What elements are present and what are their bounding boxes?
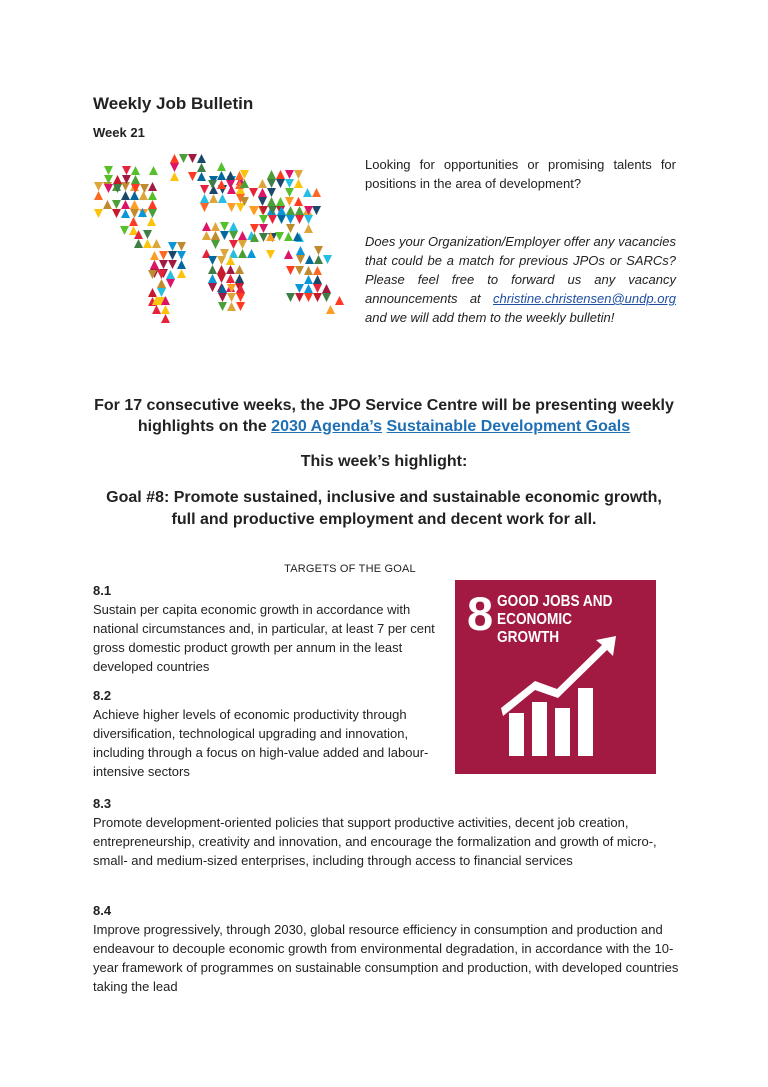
map-triangle	[103, 200, 112, 209]
map-triangle	[286, 293, 295, 302]
target-item	[93, 901, 683, 996]
map-triangle	[140, 184, 149, 193]
map-triangle	[258, 179, 267, 188]
map-triangle	[267, 188, 276, 197]
map-triangle	[226, 171, 235, 180]
map-triangle	[304, 224, 313, 233]
intro-paragraph-2-before: Does your Organization/Employer offer any vacancies that could be a match for previous JPOs or SARCs? Please feel free to forward us any vacancy announcements at	[365, 234, 676, 306]
map-triangle	[157, 279, 166, 288]
map-triangle	[147, 217, 156, 226]
contact-email-link[interactable]: christine.christensen@undp.org	[492, 291, 676, 306]
map-triangle	[202, 231, 211, 240]
map-triangle	[294, 197, 303, 206]
map-triangle	[295, 293, 304, 302]
map-triangle	[284, 232, 293, 241]
map-triangle	[159, 260, 168, 269]
map-triangle	[218, 194, 227, 203]
map-triangle	[148, 200, 157, 209]
map-triangle	[130, 209, 139, 218]
map-triangle	[296, 246, 305, 255]
map-triangle	[294, 170, 303, 179]
map-triangle	[294, 179, 303, 188]
map-triangle	[295, 206, 304, 215]
map-triangle	[258, 188, 267, 197]
map-triangle	[94, 182, 103, 191]
map-triangle	[197, 172, 206, 181]
map-triangle	[266, 250, 275, 259]
map-triangle	[304, 293, 313, 302]
map-triangle	[295, 266, 304, 275]
map-triangle	[305, 255, 314, 264]
map-triangle	[229, 231, 238, 240]
target-item	[93, 794, 683, 870]
map-triangle	[177, 269, 186, 278]
map-triangle	[166, 270, 175, 279]
map-triangle	[227, 302, 236, 311]
target-number: 8.3	[93, 796, 112, 811]
map-triangle	[229, 240, 238, 249]
map-triangle	[226, 180, 235, 189]
map-triangle	[208, 283, 217, 292]
target-number: 8.4	[93, 903, 112, 918]
map-triangle	[286, 266, 295, 275]
map-triangle	[285, 197, 294, 206]
map-triangle	[121, 182, 130, 191]
target-text: Promote development-oriented policies that support productive activities, decent job creation, entrepreneurship, creativity and innovation, and encourage the formalization and growth of micro-, small- and medium-sized enterprises, including through access to financial services	[93, 815, 657, 868]
map-triangle	[235, 274, 244, 283]
map-triangle	[259, 224, 268, 233]
map-triangle	[157, 288, 166, 297]
map-triangle	[312, 188, 321, 197]
sdg-number: 8	[467, 587, 494, 640]
map-triangle	[200, 185, 209, 194]
map-triangle	[238, 240, 247, 249]
map-triangle	[236, 203, 245, 212]
map-triangle	[323, 255, 332, 264]
map-triangle	[313, 284, 322, 293]
map-triangle	[312, 206, 321, 215]
map-triangle	[112, 200, 121, 209]
intro-paragraph-1: Looking for opportunities or promising talents for positions in the area of development?	[365, 157, 676, 191]
map-triangle	[304, 284, 313, 293]
sdg-8-badge	[455, 580, 656, 774]
map-triangle	[129, 226, 138, 235]
map-triangle	[304, 215, 313, 224]
map-triangle	[177, 260, 186, 269]
map-triangle	[150, 251, 159, 260]
map-triangle	[143, 230, 152, 239]
map-triangle	[122, 166, 131, 175]
map-triangle	[209, 194, 218, 203]
map-triangle	[268, 215, 277, 224]
target-item	[93, 581, 445, 676]
map-triangle	[104, 166, 113, 175]
map-triangle	[285, 179, 294, 188]
intro-text	[365, 155, 676, 327]
map-triangle	[276, 197, 285, 206]
map-triangle	[217, 265, 226, 274]
highlight-heading: This week’s highlight:	[300, 453, 468, 470]
map-triangle	[166, 279, 175, 288]
map-triangle	[227, 293, 236, 302]
map-triangle	[220, 222, 229, 231]
map-triangle	[267, 179, 276, 188]
map-triangle	[112, 209, 121, 218]
map-triangle	[238, 231, 247, 240]
map-triangle	[94, 191, 103, 200]
map-triangle	[211, 231, 220, 240]
map-triangle	[275, 232, 284, 241]
map-triangle	[322, 284, 331, 293]
map-triangle	[226, 265, 235, 274]
map-triangle	[200, 203, 209, 212]
map-triangle	[159, 251, 168, 260]
map-triangle	[170, 172, 179, 181]
map-triangle	[285, 170, 294, 179]
series-headline	[80, 395, 688, 437]
map-triangle	[286, 224, 295, 233]
map-triangle	[227, 203, 236, 212]
map-triangle	[276, 170, 285, 179]
map-triangle	[286, 206, 295, 215]
page-title: Weekly Job Bulletin	[93, 94, 254, 113]
map-triangle	[295, 215, 304, 224]
week-label: Week 21	[93, 125, 145, 140]
map-triangle	[120, 226, 129, 235]
map-triangle	[197, 163, 206, 172]
map-triangle	[148, 182, 157, 191]
map-triangle	[304, 266, 313, 275]
map-triangle	[314, 255, 323, 264]
map-triangle	[170, 154, 179, 163]
map-triangle	[208, 180, 217, 189]
map-triangle	[121, 191, 130, 200]
map-triangle	[130, 200, 139, 209]
target-number: 8.2	[93, 688, 112, 703]
map-triangle	[197, 154, 206, 163]
map-triangle	[208, 256, 217, 265]
map-triangle	[161, 314, 170, 323]
map-triangle	[131, 175, 140, 184]
map-triangle	[121, 200, 130, 209]
map-triangle	[177, 251, 186, 260]
map-triangle	[313, 275, 322, 284]
map-triangle	[170, 163, 179, 172]
map-triangle	[131, 166, 140, 175]
intro-paragraph-2	[365, 232, 676, 327]
target-text: Sustain per capita economic growth in accordance with national circumstances and, in particular, at least 7 per cent gross domestic product growth per annum in the least developed countries	[93, 602, 435, 674]
map-triangle	[267, 197, 276, 206]
map-triangle	[161, 305, 170, 314]
map-triangle	[236, 293, 245, 302]
map-triangle	[220, 231, 229, 240]
map-triangle	[130, 191, 139, 200]
map-triangle	[226, 274, 235, 283]
map-triangle	[236, 302, 245, 311]
map-triangle	[188, 154, 197, 163]
map-triangle	[247, 249, 256, 258]
map-triangle	[322, 293, 331, 302]
map-triangle	[139, 191, 148, 200]
map-triangle	[217, 171, 226, 180]
map-triangle	[168, 251, 177, 260]
headline-text: For 17 consecutive weeks, the JPO Service Centre will be presenting weekly highlights on the	[94, 397, 674, 435]
map-triangle	[121, 209, 130, 218]
intro-paragraph-2-after: and we will add them to the weekly bulletin!	[365, 310, 615, 325]
map-triangle	[259, 215, 268, 224]
map-triangle	[188, 172, 197, 181]
map-triangle	[303, 188, 312, 197]
target-item	[93, 686, 445, 781]
map-triangle	[208, 274, 217, 283]
map-triangle	[148, 191, 157, 200]
map-triangle	[200, 194, 209, 203]
map-triangle	[217, 180, 226, 189]
map-triangle	[313, 266, 322, 275]
target-number: 8.1	[93, 583, 112, 598]
map-triangle	[211, 240, 220, 249]
map-triangle	[304, 275, 313, 284]
map-triangle	[150, 260, 159, 269]
map-triangle	[208, 265, 217, 274]
map-triangle	[314, 246, 323, 255]
map-triangle	[149, 166, 158, 175]
map-triangle	[276, 179, 285, 188]
map-triangle	[313, 293, 322, 302]
map-triangle	[152, 305, 161, 314]
map-triangle	[168, 242, 177, 251]
map-triangle	[217, 162, 226, 171]
map-triangle	[168, 260, 177, 269]
map-triangle	[152, 239, 161, 248]
map-triangle	[202, 222, 211, 231]
sdg-label-line-1: GOOD JOBS AND	[497, 593, 613, 610]
map-triangle	[148, 288, 157, 297]
map-triangle	[277, 215, 286, 224]
target-text: Improve progressively, through 2030, global resource efficiency in consumption and production and endeavour to decouple economic growth from environmental degradation, in accordance with the 10-year framework of programmes on sustainable consumption and production, with developed countries taking the lead	[93, 922, 679, 994]
map-triangle	[134, 239, 143, 248]
growth-chart-icon	[455, 580, 656, 774]
sdg-link[interactable]: Sustainable Development Goals	[386, 418, 631, 435]
map-triangle	[249, 188, 258, 197]
map-triangle	[129, 217, 138, 226]
map-triangle	[148, 209, 157, 218]
map-triangle	[218, 302, 227, 311]
map-triangle	[229, 222, 238, 231]
map-triangle	[217, 256, 226, 265]
map-triangle	[285, 188, 294, 197]
map-triangle	[235, 265, 244, 274]
sdg-label-line-2: ECONOMIC GROWTH	[497, 611, 573, 646]
map-triangle	[211, 222, 220, 231]
agenda-2030-link[interactable]: 2030 Agenda’s	[271, 418, 383, 435]
targets-heading: TARGETS OF THE GOAL	[284, 563, 416, 575]
map-triangle	[335, 296, 344, 305]
goal-statement: Goal #8: Promote sustained, inclusive and sustainable economic growth, full and productive employment and decent work for all.	[106, 489, 662, 528]
map-triangle	[113, 175, 122, 184]
map-triangle	[286, 215, 295, 224]
map-triangle	[267, 170, 276, 179]
map-triangle	[295, 284, 304, 293]
map-triangle	[177, 242, 186, 251]
map-triangle	[218, 293, 227, 302]
map-triangle	[296, 255, 305, 264]
map-triangle	[217, 274, 226, 283]
map-triangle	[326, 305, 335, 314]
map-triangle	[179, 154, 188, 163]
map-triangle	[104, 184, 113, 193]
map-triangle	[94, 209, 103, 218]
target-text: Achieve higher levels of economic productivity through diversification, technological upgrading and innovation, including through a focus on high-value added and labour-intensive sectors	[93, 707, 429, 779]
world-map-illustration	[90, 146, 352, 342]
map-triangle	[258, 197, 267, 206]
map-triangle	[143, 239, 152, 248]
map-triangle	[284, 250, 293, 259]
map-triangle	[238, 249, 247, 258]
